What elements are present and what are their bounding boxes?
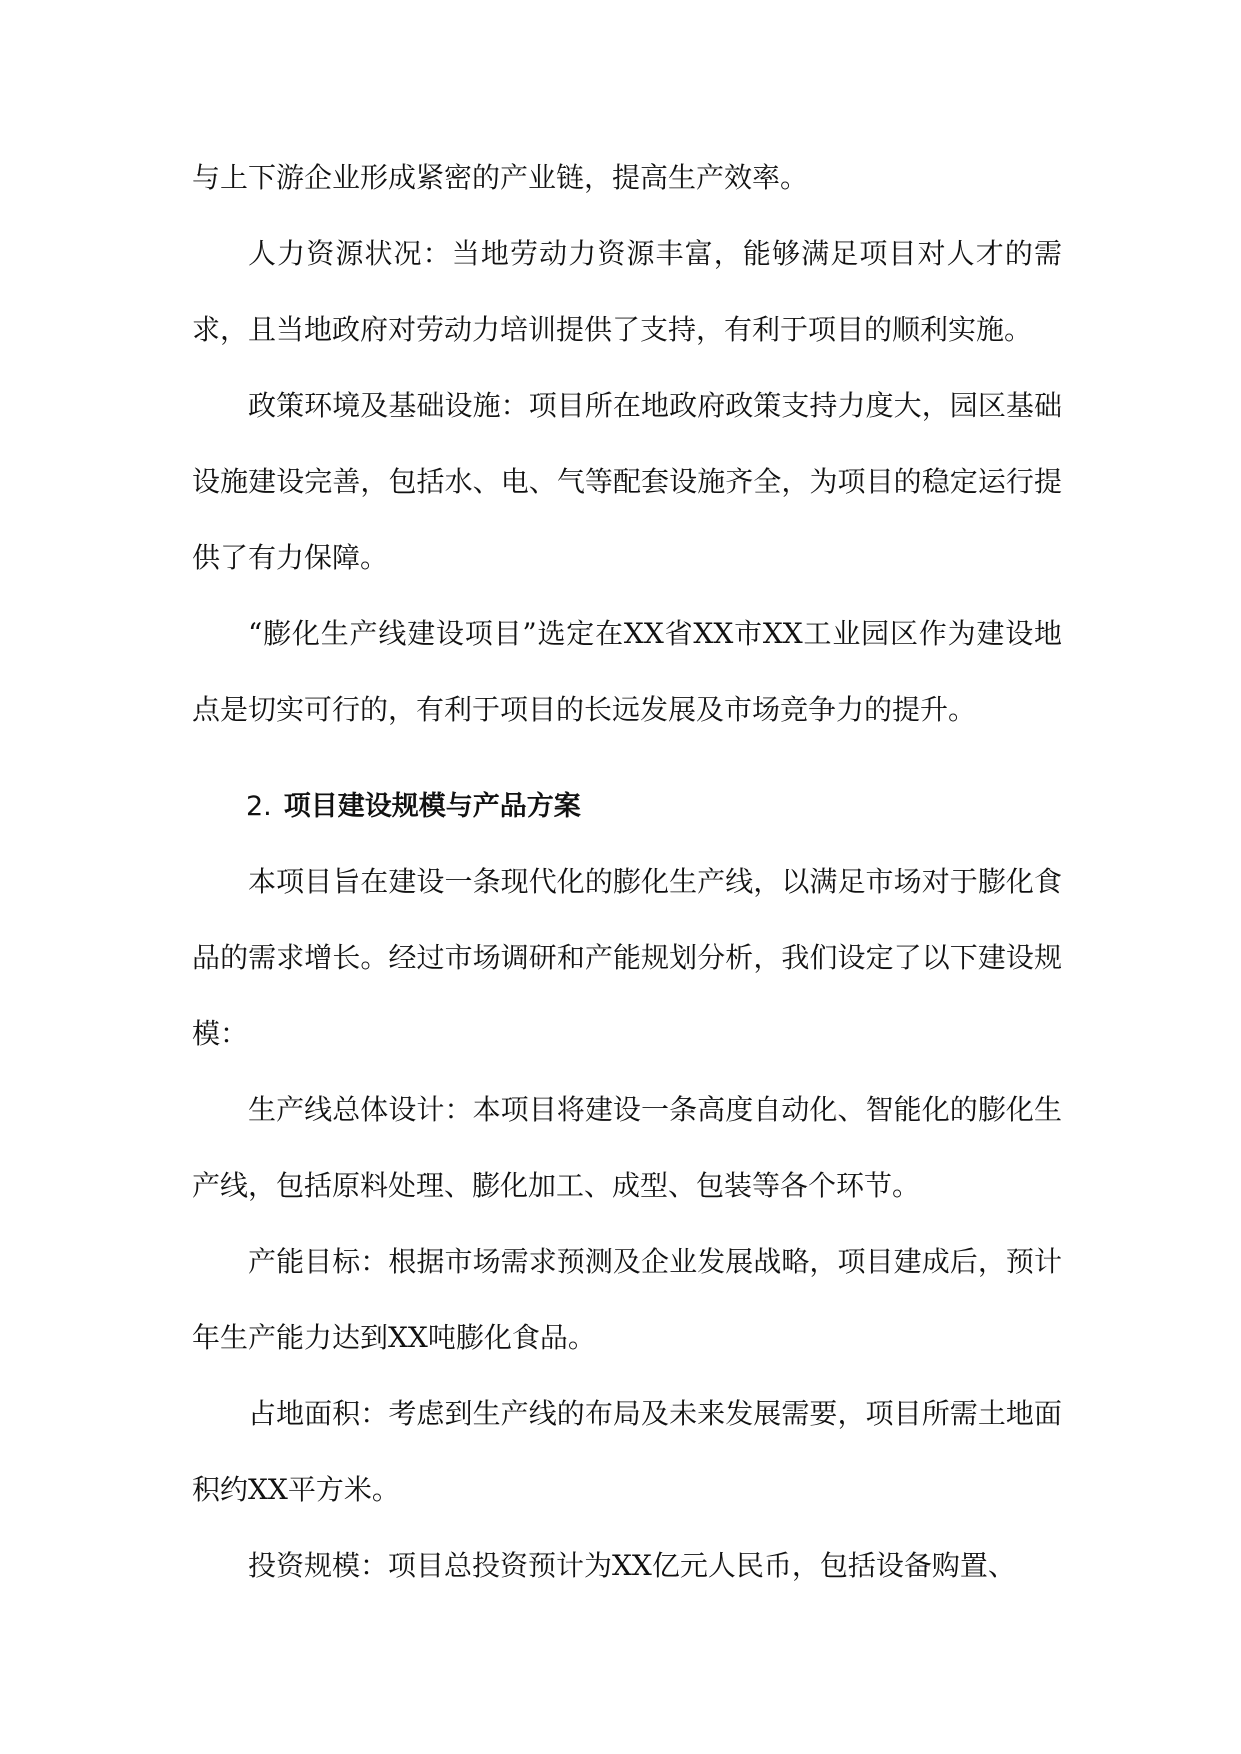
section-title: 项目建设规模与产品方案 [283, 791, 581, 822]
paragraph-site-conclusion: “膨化生产线建设项目”选定在XX省XX市XX工业园区作为建设地点是切实可行的，有利于项目的长远发展及市场竞争力的提升。 [192, 617, 1062, 726]
paragraph-project-intro: 本项目旨在建设一条现代化的膨化生产线，以满足市场对于膨化食品的需求增长。经过市场调研和产能规划分析，我们设定了以下建设规模： [192, 865, 1062, 1050]
paragraph-investment-scale: 投资规模：项目总投资预计为XX亿元人民币，包括设备购置、 [248, 1549, 1016, 1582]
paragraph-human-resources: 人力资源状况：当地劳动力资源丰富，能够满足项目对人才的需求，且当地政府对劳动力培训提供了支持，有利于项目的顺利实施。 [192, 237, 1062, 346]
paragraph-policy-infrastructure: 政策环境及基础设施：项目所在地政府政策支持力度大，园区基础设施建设完善，包括水、电、气等配套设施齐全，为项目的稳定运行提供了有力保障。 [192, 389, 1062, 574]
paragraph-continuation: 与上下游企业形成紧密的产业链，提高生产效率。 [192, 161, 809, 194]
section-heading [192, 770, 1062, 844]
paragraph-line-design: 生产线总体设计：本项目将建设一条高度自动化、智能化的膨化生产线，包括原料处理、膨化加工、成型、包装等各个环节。 [192, 1093, 1062, 1202]
document-body [192, 140, 1062, 1604]
paragraph-capacity-target: 产能目标：根据市场需求预测及企业发展战略，项目建成后，预计年生产能力达到XX吨膨化食品。 [192, 1245, 1062, 1354]
paragraph-land-area: 占地面积：考虑到生产线的布局及未来发展需要，项目所需土地面积约XX平方米。 [192, 1397, 1062, 1506]
section-number: 2. [246, 791, 272, 822]
